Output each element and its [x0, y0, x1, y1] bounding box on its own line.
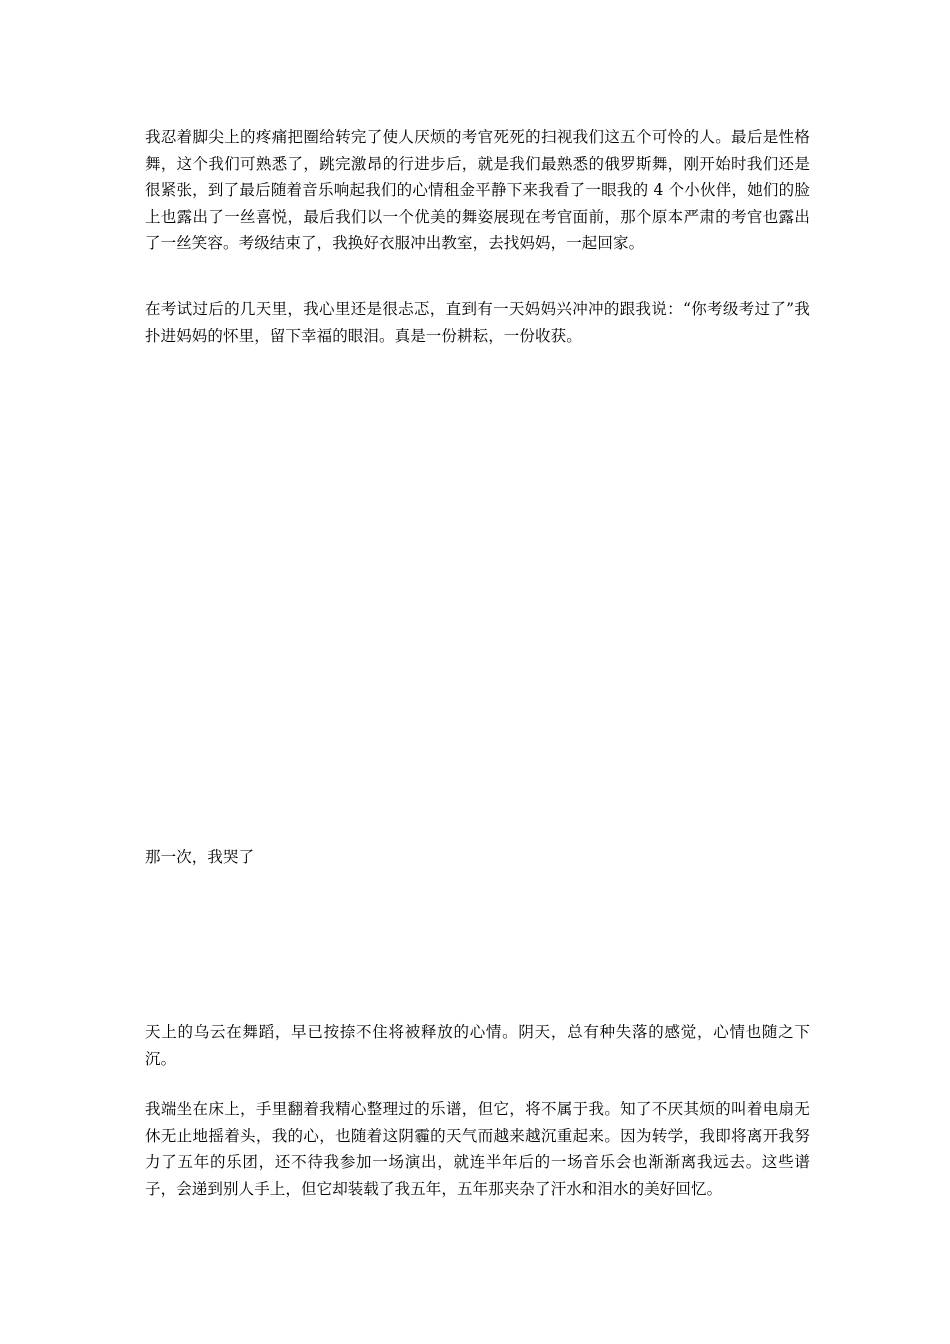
essay-title: 那一次，我哭了 — [145, 848, 255, 866]
paragraph-music-sheets: 我端坐在床上，手里翻着我精心整理过的乐谱，但它，将不属于我。知了不厌其烦的叫着电扇无休无止地摇着头，我的心，也随着这阴霾的天气而越来越沉重起来。因为转学，我即将离开我努力了五年的乐团，还不待我参加一场演出，就连半年后的一场音乐会也渐渐离我远去。这些谱子，会递到别人手上，但它却装载了我五年，五年那夹杂了汗水和泪水的美好回忆。 — [145, 1100, 810, 1198]
paragraph-exam-ending: 我忍着脚尖上的疼痛把圈给转完了使人厌烦的考官死死的扫视我们这五个可怜的人。最后是性格舞，这个我们可熟悉了，跳完激昂的行进步后，就是我们最熟悉的俄罗斯舞，刚开始时我们还是很紧张，到了最后随着音乐响起我们的心情租金平静下来我看了一眼我的 4 个小伙伴，她们的脸上也露出了一丝喜悦，最后我们以一个优美的舞姿展现在考官面前，那个原本严肃的考官也露出了一丝笑容。考级结束了，我换好衣服冲出教室，去找妈妈，一起回家。 — [145, 128, 810, 253]
paragraph-cloudy-day: 天上的乌云在舞蹈，早已按捺不住将被释放的心情。阴天，总有种失落的感觉，心情也随之下沉。 — [145, 1023, 810, 1068]
paragraph-exam-result: 在考试过后的几天里，我心里还是很忐忑，直到有一天妈妈兴冲冲的跟我说：“你考级考过了”我扑进妈妈的怀里，留下幸福的眼泪。真是一份耕耘，一份收获。 — [145, 300, 810, 345]
